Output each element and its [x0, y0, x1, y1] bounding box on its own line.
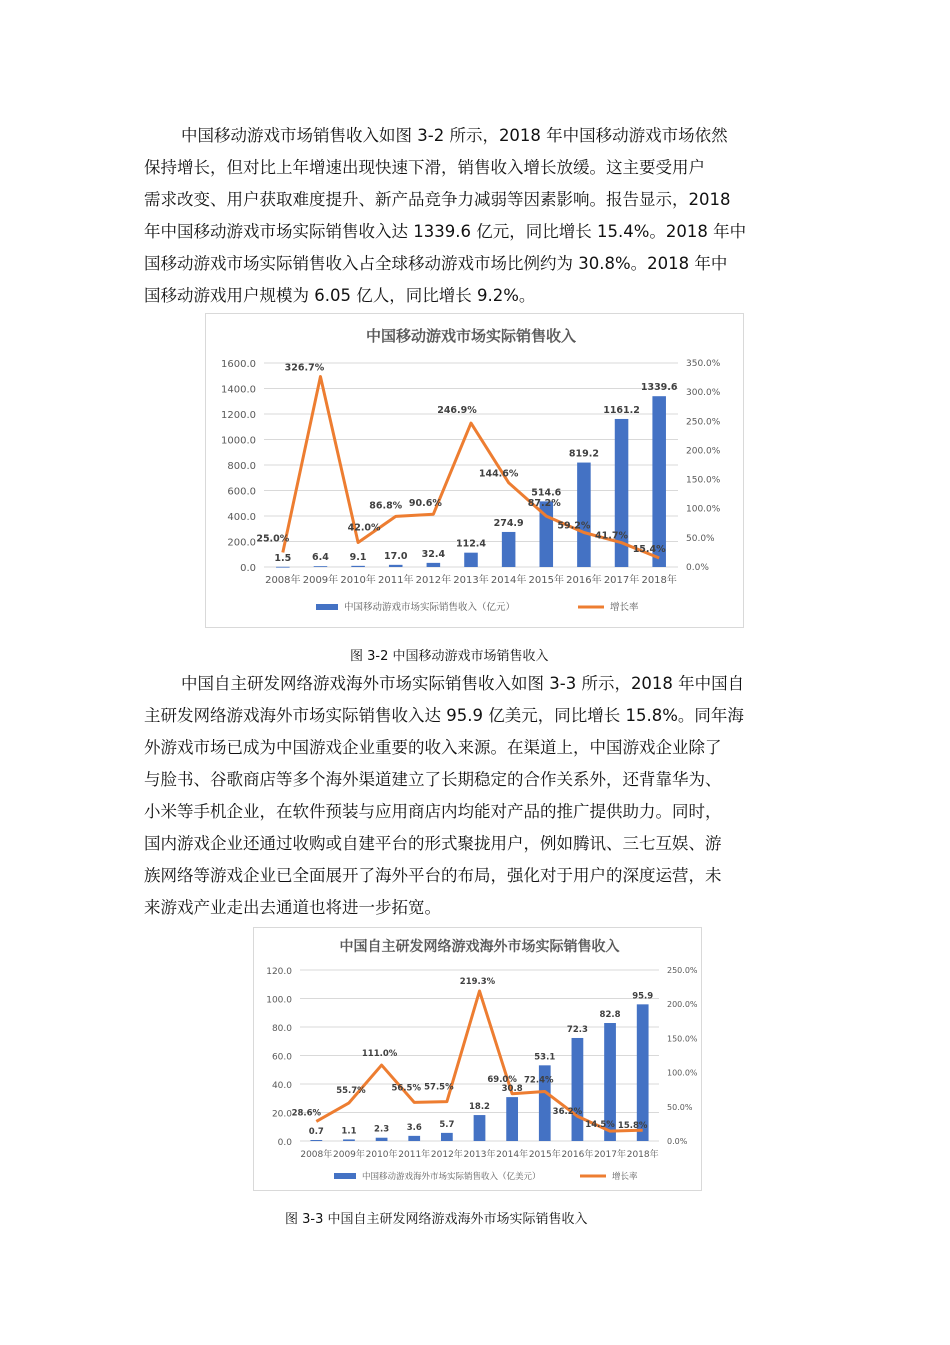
bar	[577, 463, 591, 567]
chart-title: 中国移动游戏市场实际销售收入	[365, 327, 577, 345]
bar	[276, 567, 290, 568]
y-tick-label: 0.0	[240, 563, 256, 574]
y2-tick-label: 350.0%	[686, 359, 721, 369]
line-data-label: 86.8%	[369, 500, 403, 512]
y-tick-label: 1400.0	[221, 384, 256, 396]
y-tick-label: 800.0	[227, 461, 256, 472]
bar	[408, 1136, 420, 1141]
bar	[652, 396, 666, 567]
line-data-label: 219.3%	[459, 976, 496, 987]
x-tick-label: 2011年	[378, 575, 414, 586]
chart-2-svg	[254, 928, 701, 1190]
bar	[427, 563, 441, 567]
bar	[314, 566, 328, 567]
legend-line-label: 增长率	[610, 602, 639, 613]
x-tick-label: 2012年	[430, 1150, 463, 1160]
line-data-label: 56.5%	[391, 1083, 421, 1094]
line-data-label: 25.0%	[256, 533, 290, 545]
bar-data-label: 82.8	[599, 1010, 621, 1021]
legend-bar-label: 中国移动游戏海外市场实际销售收入（亿美元）	[362, 1172, 541, 1182]
paragraph-1	[144, 120, 809, 312]
bar	[343, 1139, 355, 1141]
line-data-label: 14.5%	[585, 1120, 615, 1131]
line-data-label: 111.0%	[361, 1049, 398, 1060]
bar	[474, 1115, 486, 1141]
y2-tick-label: 150.0%	[686, 475, 721, 486]
bar	[376, 1138, 388, 1141]
bar-data-label: 32.4	[421, 548, 446, 560]
text-line: 年中国移动游戏市场实际销售收入达 1339.6 亿元，同比增长 15.4%。2018 年中	[144, 222, 747, 241]
line-data-label: 326.7%	[284, 362, 325, 374]
x-tick-label: 2016年	[566, 575, 602, 586]
x-tick-label: 2014年	[490, 575, 527, 586]
bar-data-label: 6.4	[312, 552, 329, 564]
line-data-label: 72.4%	[524, 1075, 554, 1086]
legend-line-label: 增长率	[612, 1172, 638, 1182]
line-data-label: 90.6%	[408, 498, 442, 510]
chart-title: 中国自主研发网络游戏海外市场实际销售收入	[339, 939, 620, 955]
x-tick-label: 2009年	[333, 1150, 365, 1160]
bar	[506, 1097, 518, 1141]
bar-data-label: 72.3	[566, 1024, 588, 1035]
y-tick-label: 400.0	[227, 512, 256, 523]
text-line: 需求改变、用户获取难度提升、新产品竞争力减弱等因素影响。报告显示，2018	[144, 190, 731, 209]
x-tick-label: 2013年	[453, 575, 489, 586]
bar	[389, 565, 403, 567]
line-data-label: 36.2%	[552, 1107, 583, 1118]
y2-tick-label: 100.0%	[667, 1068, 698, 1078]
bar	[441, 1133, 453, 1141]
bar-data-label: 514.6	[531, 487, 562, 499]
y2-tick-label: 50.0%	[686, 533, 715, 544]
line-data-label: 57.5%	[424, 1082, 454, 1093]
line-data-label: 59.2%	[557, 520, 591, 532]
y-tick-label: 600.0	[227, 486, 256, 498]
paragraph-2	[144, 668, 809, 924]
y2-tick-label: 0.0%	[667, 1137, 688, 1146]
bar-data-label: 1339.6	[640, 382, 678, 394]
y2-tick-label: 50.0%	[667, 1102, 693, 1112]
y-tick-label: 80.0	[271, 1024, 292, 1034]
line-data-label: 15.8%	[617, 1121, 648, 1132]
text-line: 保持增长，但对比上年增速出现快速下滑，销售收入增长放缓。这主要受用户	[144, 158, 705, 177]
x-tick-label: 2010年	[340, 575, 376, 586]
bar-data-label: 2.3	[374, 1124, 390, 1135]
text-line: 与脸书、谷歌商店等多个海外渠道建立了长期稳定的合作关系外，还背靠华为、	[144, 770, 722, 789]
bar-data-label: 30.8	[501, 1084, 523, 1095]
bar-data-label: 1161.2	[603, 404, 640, 416]
x-tick-label: 2013年	[463, 1150, 496, 1160]
x-tick-label: 2018年	[626, 1150, 659, 1160]
y2-tick-label: 300.0%	[686, 388, 721, 399]
bar-data-label: 3.6	[406, 1122, 422, 1133]
y-tick-label: 40.0	[271, 1081, 292, 1091]
line-data-label: 55.7%	[336, 1085, 366, 1096]
bar-data-label: 5.7	[439, 1119, 455, 1130]
y2-tick-label: 200.0%	[667, 1000, 698, 1010]
y2-tick-label: 250.0%	[667, 966, 698, 975]
line-data-label: 41.7%	[595, 530, 629, 542]
chart-overseas-revenue	[253, 927, 702, 1191]
bar-data-label: 1.1	[341, 1126, 357, 1137]
bar-data-label: 95.9	[632, 991, 654, 1002]
line-data-label: 69.0%	[487, 1074, 517, 1085]
y-tick-label: 60.0	[271, 1052, 292, 1063]
x-tick-label: 2018年	[641, 575, 677, 586]
x-tick-label: 2008年	[300, 1150, 333, 1160]
x-tick-label: 2016年	[561, 1150, 594, 1160]
bar-data-label: 1.5	[274, 552, 292, 564]
line-data-label: 87.2%	[527, 498, 561, 510]
text-line: 中国自主研发网络游戏海外市场实际销售收入如图 3-3 所示，2018 年中国自	[181, 674, 745, 693]
legend-bar-swatch	[334, 1173, 356, 1179]
chart-1-svg	[206, 314, 743, 627]
text-line: 国内游戏企业还通过收购或自建平台的形式聚拢用户，例如腾讯、三七互娱、游	[144, 834, 722, 853]
y2-tick-label: 200.0%	[686, 446, 721, 457]
bar-data-label: 18.2	[469, 1102, 490, 1113]
bar	[310, 1140, 322, 1141]
y2-tick-label: 150.0%	[667, 1034, 698, 1044]
text-line: 族网络等游戏企业已全面展开了海外平台的布局，强化对于用户的深度运营，未	[144, 866, 722, 885]
text-line: 国移动游戏用户规模为 6.05 亿人，同比增长 9.2%。	[144, 286, 536, 305]
x-tick-label: 2010年	[365, 1150, 398, 1160]
x-tick-label: 2008年	[265, 575, 301, 586]
y2-tick-label: 250.0%	[686, 417, 721, 428]
y-tick-label: 20.0	[271, 1109, 292, 1120]
bar-data-label: 274.9	[493, 517, 524, 529]
x-tick-label: 2009年	[302, 575, 339, 586]
bar-data-label: 112.4	[455, 538, 487, 550]
y2-tick-label: 0.0%	[686, 563, 709, 573]
figure-caption-2: 图 3-3 中国自主研发网络游戏海外市场实际销售收入	[285, 1212, 588, 1227]
x-tick-label: 2017年	[603, 575, 640, 586]
chart-mobile-game-revenue	[205, 313, 744, 628]
bar	[502, 532, 516, 567]
y-tick-label: 100.0	[266, 995, 292, 1006]
x-tick-label: 2015年	[528, 575, 564, 586]
bar-data-label: 819.2	[568, 448, 599, 460]
y-tick-label: 0.0	[277, 1138, 292, 1148]
legend-bar-swatch	[316, 604, 338, 610]
figure-caption-1: 图 3-2 中国移动游戏市场销售收入	[350, 649, 549, 664]
y2-tick-label: 100.0%	[686, 504, 721, 515]
bar	[572, 1038, 584, 1141]
y-tick-label: 1600.0	[221, 359, 256, 370]
y-tick-label: 200.0	[227, 537, 256, 549]
text-line: 外游戏市场已成为中国游戏企业重要的收入来源。在渠道上，中国游戏企业除了	[144, 738, 722, 757]
text-line: 主研发网络游戏海外市场实际销售收入达 95.9 亿美元，同比增长 15.8%。同年海	[144, 706, 744, 725]
bar-data-label: 53.1	[534, 1052, 556, 1063]
y-tick-label: 1000.0	[221, 435, 256, 447]
bar	[464, 553, 478, 567]
line-data-label: 144.6%	[478, 468, 519, 480]
line-data-label: 28.6%	[291, 1108, 322, 1119]
bar-data-label: 9.1	[349, 551, 367, 563]
line-data-label: 15.4%	[632, 544, 666, 556]
x-tick-label: 2011年	[398, 1150, 431, 1160]
text-line: 来游戏产业走出去通道也将进一步拓宽。	[144, 898, 441, 917]
bar-data-label: 17.0	[384, 550, 408, 562]
text-line: 中国移动游戏市场销售收入如图 3-2 所示，2018 年中国移动游戏市场依然	[181, 126, 728, 145]
legend-bar-label: 中国移动游戏市场实际销售收入（亿元）	[344, 602, 516, 613]
x-tick-label: 2015年	[528, 1150, 561, 1160]
x-tick-label: 2017年	[594, 1150, 626, 1160]
bar	[351, 566, 365, 567]
y-tick-label: 120.0	[266, 967, 292, 977]
y-tick-label: 1200.0	[221, 410, 256, 421]
bar-data-label: 0.7	[308, 1127, 324, 1138]
text-line: 国移动游戏市场实际销售收入占全球移动游戏市场比例约为 30.8%。2018 年中	[144, 254, 728, 273]
x-tick-label: 2014年	[496, 1150, 529, 1160]
line-data-label: 246.9%	[437, 405, 477, 417]
text-line: 小米等手机企业，在软件预装与应用商店内均能对产品的推广提供助力。同时，	[144, 802, 722, 821]
x-tick-label: 2012年	[415, 575, 452, 586]
line-data-label: 42.0%	[347, 522, 381, 534]
